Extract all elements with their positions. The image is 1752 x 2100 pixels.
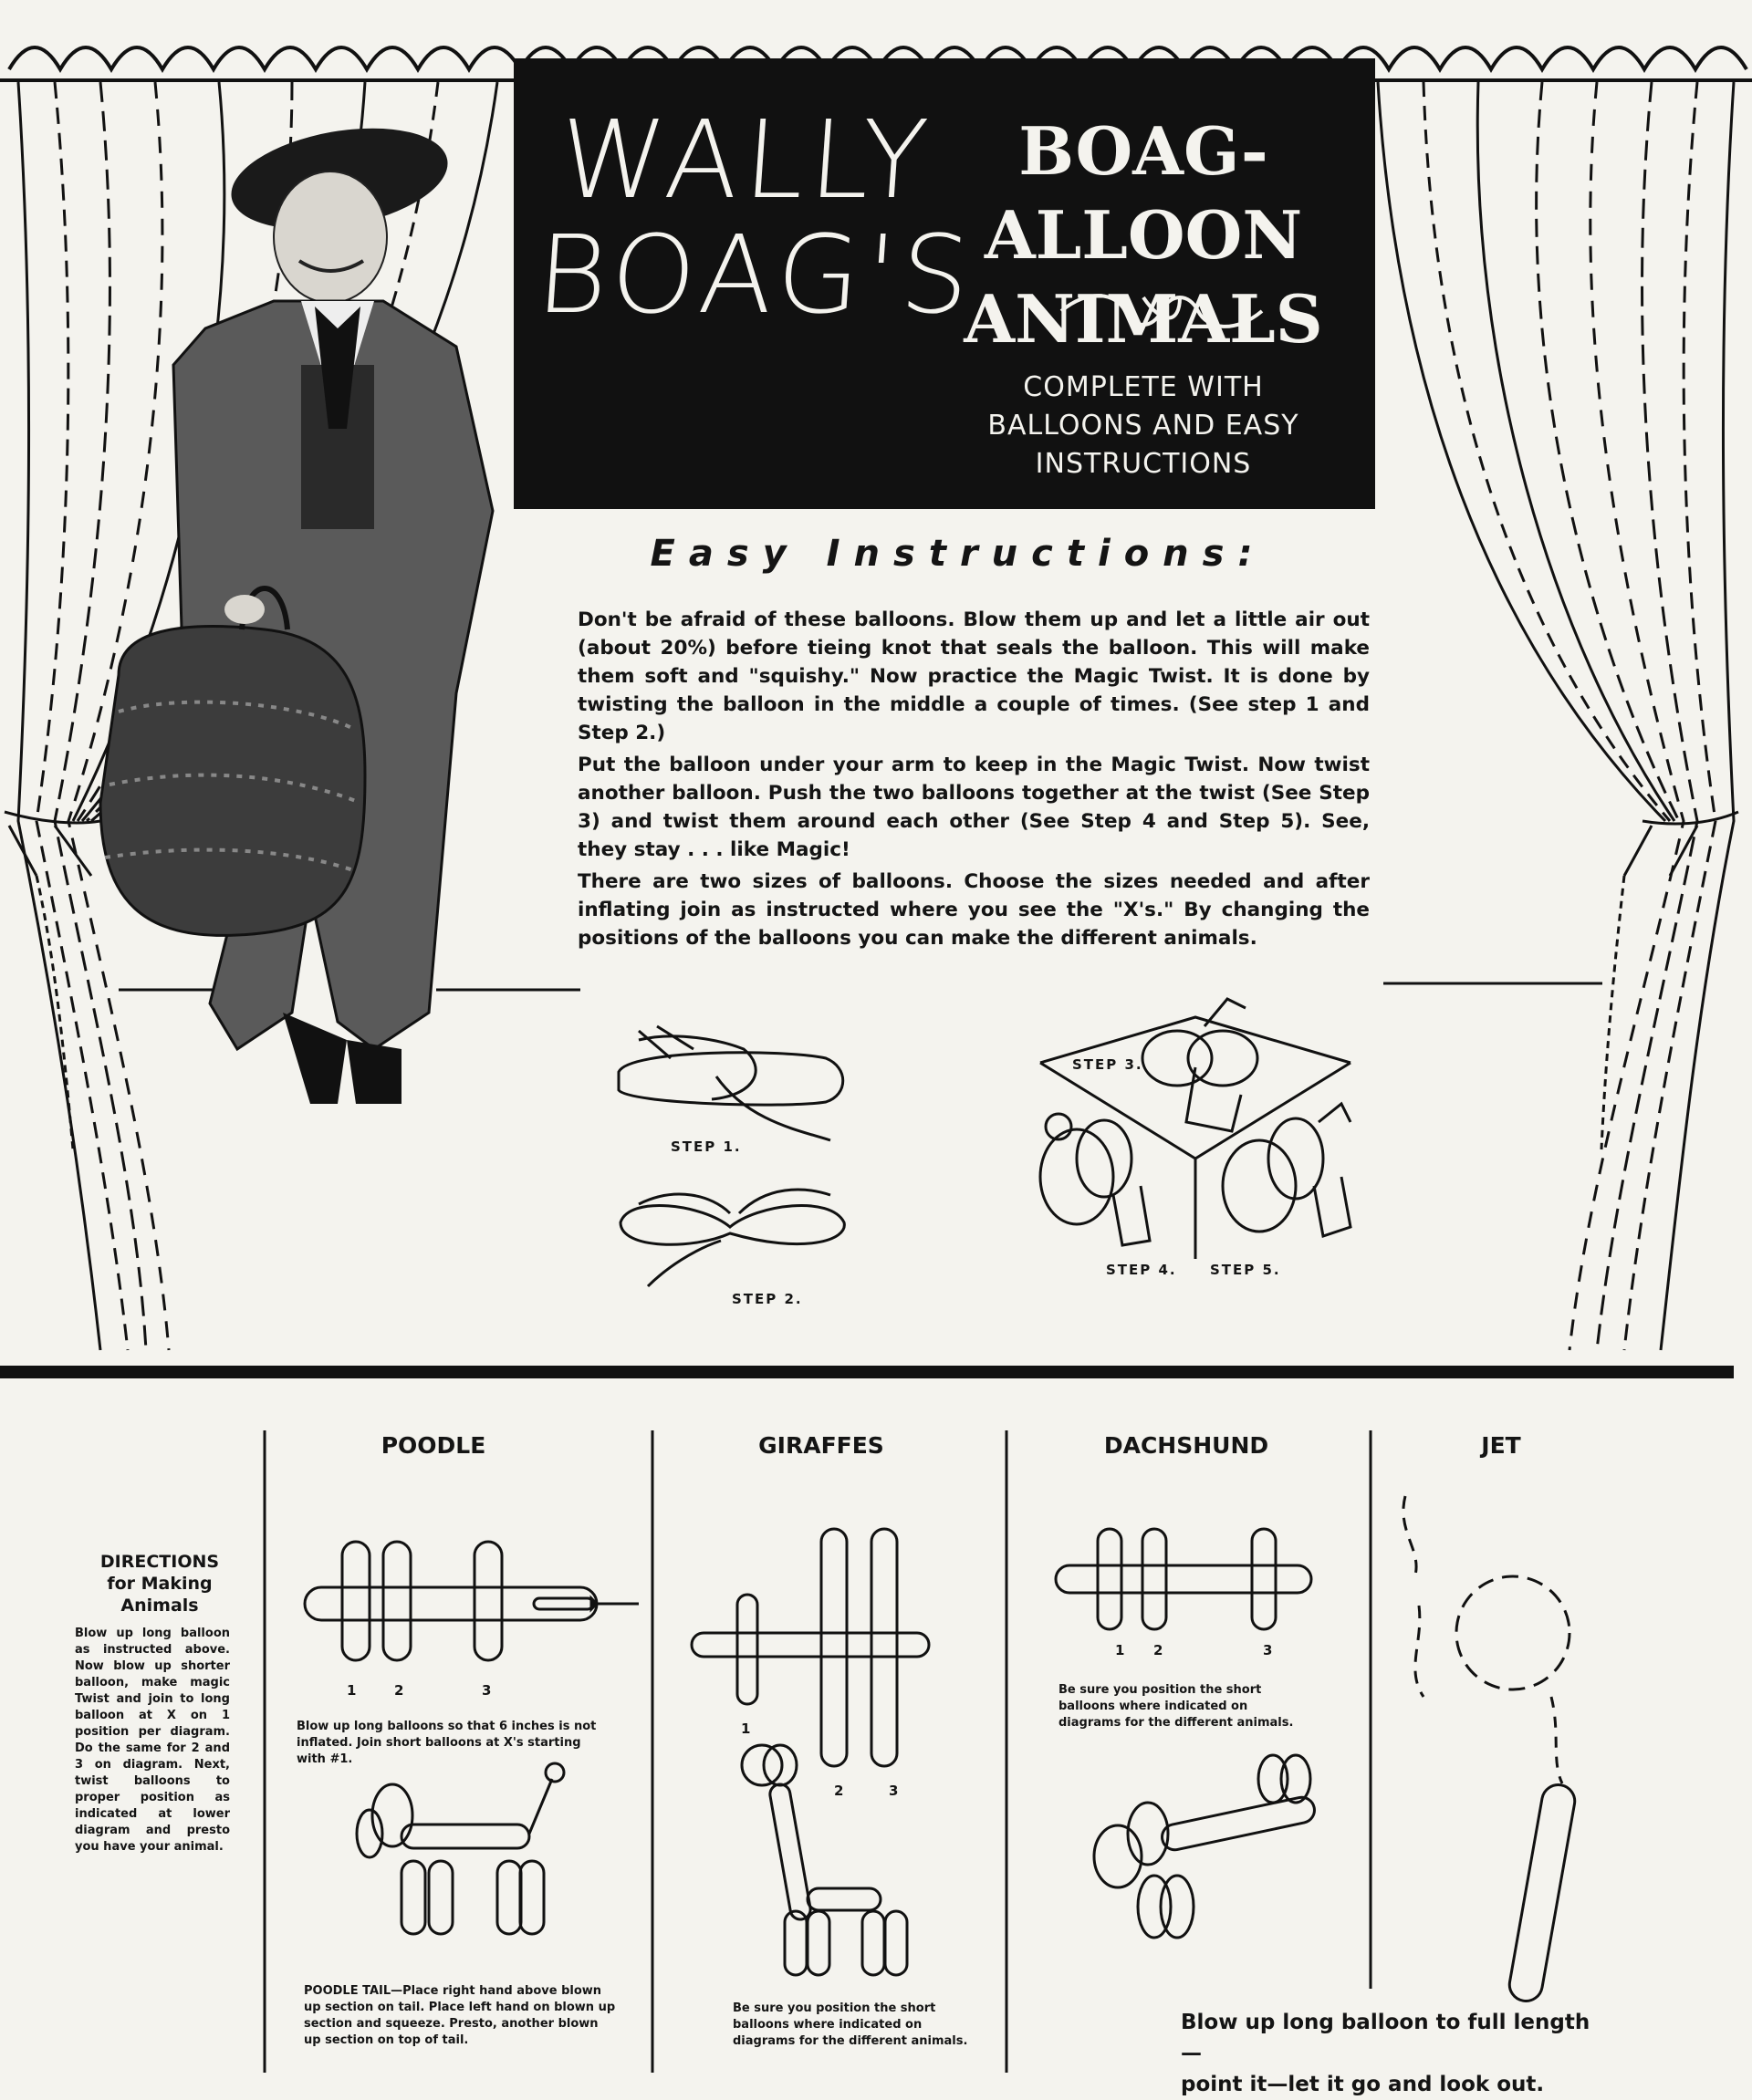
step-5-label: STEP 5.	[1210, 1262, 1281, 1278]
poodle-tail-note: POODLE TAIL—Place right hand above blown up section on tail. Place left hand on blown up section and squeeze. Presto, another blown up section on top of tail.	[304, 1984, 616, 2047]
step-1-illustration	[619, 1026, 843, 1140]
giraffes-number-2: 2	[834, 1783, 844, 1799]
dachshund-shape	[1094, 1755, 1317, 1938]
instructions-paragraph-2: Put the balloon under your arm to keep in the Magic Twist. Now twist another balloon. Push the two balloons together at the twist (See Step 3) and twist them around each other (See Step 4 and Step 5). See, they stay . . . like Magic!	[578, 754, 1370, 861]
title-block	[514, 58, 1375, 509]
brand-name	[532, 97, 979, 338]
brand-name-line2: BOAG'S	[532, 212, 979, 338]
poodle-number-1: 1	[347, 1682, 357, 1699]
product-title-line1: BOAG-ALLOON	[984, 112, 1303, 274]
directions-body: Blow up long balloon as instructed above. Now blow up shorter balloon, make magic Twist and join to long balloon at X on 1 position per diagram. Do the same for 2 and 3 on diagram. Next, twist balloons to proper position as indicated at lower diagram and presto you have your animal.	[75, 1627, 230, 1854]
subtitle-line2: BALLOONS AND EASY	[987, 410, 1299, 442]
right-curtain	[1378, 82, 1738, 1350]
jet-title: JET	[1481, 1432, 1521, 1459]
step-4-label: STEP 4.	[1106, 1262, 1177, 1278]
instructions-paragraph-1: Don't be afraid of these balloons. Blow them up and let a little air out (about 20%) before tieing knot that seals the balloon. This will make them soft and "squishy." Now practice the Magic Twist. It is done by twisting the balloon in the middle a couple of times. (See step 1 and Step 2.)	[578, 608, 1370, 744]
step-1-label: STEP 1.	[671, 1138, 742, 1155]
brand-name-line1: WALLY	[555, 97, 937, 223]
poodle-diagram	[305, 1542, 639, 1660]
instructions-paragraph-3: There are two sizes of balloons. Choose the sizes needed and after inflating join as instructed where you see the "X's." By changing the positions of the balloons you can make the different animals.	[578, 870, 1370, 950]
poodle-shape	[357, 1763, 564, 1934]
instructions-heading: Easy Instructions:	[650, 533, 1267, 575]
step-2-label: STEP 2.	[732, 1291, 803, 1307]
steps-3-5-illustration	[1040, 999, 1350, 1259]
poodle-number-3: 3	[482, 1682, 492, 1699]
jet-instructions-line2: point it—let it go and look out.	[1181, 2073, 1545, 2096]
poodle-number-2: 2	[394, 1682, 404, 1699]
poodle-title: POODLE	[381, 1432, 486, 1459]
giraffes-note: Be sure you position the short balloons where indicated on diagrams for the different animals.	[733, 2001, 968, 2048]
dachshund-diagram	[1056, 1529, 1311, 1629]
directions-title	[82, 1551, 237, 1617]
scroll-ornament-icon	[1052, 288, 1271, 334]
giraffes-title: GIRAFFES	[758, 1432, 884, 1459]
giraffes-number-3: 3	[889, 1783, 899, 1799]
dachshund-number-2: 2	[1153, 1642, 1163, 1658]
directions-title-line2: for Making	[107, 1574, 213, 1594]
section-divider	[0, 1366, 1734, 1378]
dachshund-title: DACHSHUND	[1103, 1432, 1269, 1459]
directions-title-line1: DIRECTIONS	[99, 1552, 220, 1572]
poodle-note: Blow up long balloons so that 6 inches is not inflated. Join short balloons at X's starting with #1.	[297, 1720, 597, 1766]
jet-instructions	[1181, 2007, 1610, 2100]
giraffe-diagram	[692, 1529, 929, 1766]
instructions-text	[578, 606, 1370, 956]
giraffes-number-1: 1	[741, 1721, 751, 1737]
directions-title-line3: Animals	[120, 1596, 199, 1616]
step-3-label: STEP 3.	[1072, 1056, 1143, 1073]
product-title-line2: ANIMALS	[964, 280, 1323, 358]
jet-shape	[1403, 1496, 1578, 2003]
step-2-illustration	[620, 1190, 844, 1286]
jet-instructions-line1: Blow up long balloon to full length—	[1181, 2011, 1590, 2065]
subtitle-line3: INSTRUCTIONS	[1035, 448, 1252, 480]
product-subtitle	[943, 369, 1344, 483]
dachshund-number-1: 1	[1115, 1642, 1125, 1658]
dachshund-note: Be sure you position the short balloons where indicated on diagrams for the different animals.	[1058, 1683, 1294, 1730]
subtitle-line1: COMPLETE WITH	[1023, 371, 1264, 403]
giraffe-shape	[742, 1745, 907, 1975]
dachshund-number-3: 3	[1263, 1642, 1273, 1658]
